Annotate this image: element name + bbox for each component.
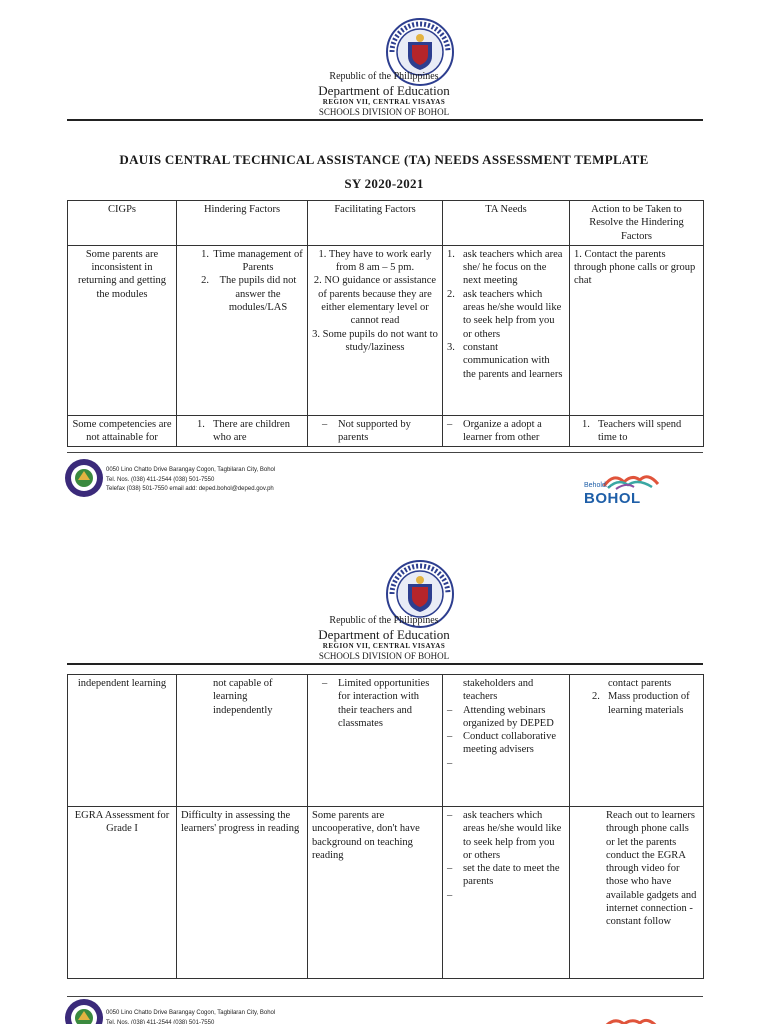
hindering-cell: Difficulty in assessing the learners' progress in reading (177, 807, 308, 979)
facilitating-cell: Some parents are uncooperative, don't have background on teaching reading (308, 807, 443, 979)
list-number: 1. (447, 248, 455, 260)
department-label: Department of Education (318, 83, 450, 98)
ta-needs-cell (443, 415, 570, 447)
list-text: Teachers will spend time to (598, 418, 682, 444)
column-header: TA Needs (443, 201, 570, 246)
hindering-cell (177, 415, 308, 447)
footer-address: 0050 Lino Chatto Drive Barangay Cogon, Tagbilaran City, Bohol (106, 467, 276, 473)
division-logo-icon (64, 998, 104, 1024)
list-dash: – (322, 678, 328, 689)
cigp-cell: EGRA Assessment for Grade I (68, 807, 177, 979)
action-cell: 1. Contact the parents through phone calls or group chat (570, 245, 704, 415)
ta-needs-table-page1 (67, 200, 704, 447)
list-number: 1. (197, 418, 205, 430)
republic-label: Republic of the Philippines (329, 615, 439, 626)
table-row (68, 415, 704, 447)
table-row (68, 245, 704, 415)
ta-needs-table-page2 (67, 674, 704, 979)
list-text: 2. NO guidance or assistance of parents because they are either elementary level or cannot read (313, 275, 437, 327)
footer-contact (106, 1009, 275, 1024)
facilitating-cell (308, 415, 443, 447)
ta-needs-cell (443, 807, 570, 979)
column-header: Action to be Taken to Resolve the Hindering Factors (570, 201, 704, 246)
column-header: Hindering Factors (177, 201, 308, 246)
list-text: There are children who are (213, 418, 290, 444)
cigp-cell: Some competencies are not attainable for (68, 415, 177, 447)
list-number: 1. (582, 418, 590, 430)
region-label: REGION VII, CENTRAL VISAYAS (322, 98, 446, 106)
behold-bohol-logo (582, 470, 662, 506)
action-cell (570, 415, 704, 447)
footer-tel: Tel. Nos. (038) 411-2544 (038) 501-7550 (106, 476, 215, 483)
footer-divider (67, 996, 703, 997)
list-dash: – (447, 731, 453, 743)
list-text: 3. Some pupils do not want to study/laziness (312, 328, 438, 353)
list-text: Not supported by parents (338, 418, 411, 444)
list-text: The pupils did not answer the modules/LAS (219, 275, 297, 314)
list-text (463, 889, 565, 902)
document-page-2 (0, 558, 768, 1024)
list-text: ask teachers which areas he/she would like to seek help from you or others (463, 288, 562, 340)
bohol-text: BOHOL (584, 490, 641, 507)
region-label: REGION VII, CENTRAL VISAYAS (322, 642, 446, 650)
ta-needs-cell (443, 245, 570, 415)
list-text: Mass production of learning materials (608, 691, 690, 716)
document-title: DAUIS CENTRAL TECHNICAL ASSISTANCE (TA) NEEDS ASSESSMENT TEMPLATE (119, 152, 649, 167)
list-text: set the date to meet the parents (463, 863, 560, 888)
table-row (68, 675, 704, 807)
list-dash: – (447, 704, 453, 716)
footer-address: 0050 Lino Chatto Drive Barangay Cogon, Tagbilaran City, Bohol (106, 1010, 276, 1016)
hindering-cell (177, 245, 308, 415)
table-row (68, 807, 704, 979)
list-number: 2. (447, 288, 455, 300)
list-dash: – (447, 418, 453, 430)
footer-telefax: Telefax (038) 501-7550 email add: deped.bohol@deped.gov.ph (106, 486, 274, 492)
hindering-cell (177, 675, 308, 807)
list-number (592, 677, 608, 690)
cigp-cell: independent learning (68, 675, 177, 807)
list-text: Time management of Parents (213, 248, 303, 274)
list-dash: – (322, 418, 328, 430)
republic-label: Republic of the Philippines (329, 71, 439, 82)
column-header: Facilitating Factors (308, 201, 443, 246)
division-label: SCHOOLS DIVISION OF BOHOL (318, 651, 450, 661)
division-label: SCHOOLS DIVISION OF BOHOL (318, 107, 450, 117)
header-divider (67, 663, 703, 665)
footer-contact (106, 466, 275, 495)
list-text: constant communication with the parents and learners (463, 341, 563, 380)
school-year: SY 2020-2021 (344, 176, 424, 191)
list-text: not capable of learning independently (213, 678, 273, 716)
list-text: 1. They have to work early from 8 am – 5 pm. (318, 248, 432, 274)
list-dash: – (447, 863, 453, 875)
department-label: Department of Education (318, 627, 450, 642)
list-text: contact parents (608, 678, 672, 689)
list-number: 2. (201, 275, 209, 287)
ta-needs-cell (443, 675, 570, 807)
list-text: Reach out to learners through phone calls or let the parents conduct the EGRA through video for those who have available gadgets and internet connection -constant follow (606, 810, 697, 928)
header-divider (67, 119, 703, 121)
table-header-row (68, 201, 704, 246)
column-header: CIGPs (68, 201, 177, 246)
list-number: 1. (201, 248, 209, 260)
division-logo-icon (64, 458, 104, 498)
behold-text: Behold... (584, 482, 612, 489)
list-text: Attending webinars organized by DEPED (463, 704, 554, 729)
facilitating-cell (308, 675, 443, 807)
list-dash: – (447, 889, 453, 901)
list-text: stakeholders and teachers (463, 678, 534, 703)
action-cell (570, 675, 704, 807)
list-text: Organize a adopt a learner from other (463, 418, 542, 444)
facilitating-cell (308, 245, 443, 415)
list-text (463, 757, 565, 770)
action-cell (570, 807, 704, 979)
list-text: ask teachers which areas he/she would like to seek help from you or others (463, 810, 562, 861)
list-dash: – (447, 810, 453, 821)
list-text: Limited opportunities for interaction with their teachers and classmates (338, 678, 430, 729)
list-dash: – (447, 757, 453, 769)
footer-divider (67, 452, 703, 453)
list-number: 2. (592, 691, 600, 703)
footer-tel: Tel. Nos. (038) 411-2544 (038) 501-7550 (106, 1019, 215, 1024)
behold-bohol-hills-icon (584, 1014, 664, 1024)
list-text: ask teachers which area she/ he focus on the next meeting (463, 248, 563, 287)
list-number: 3. (447, 341, 455, 353)
cigp-cell: Some parents are inconsistent in returning and getting the modules (68, 245, 177, 415)
list-dash (447, 677, 463, 704)
list-text: Conduct collaborative meeting advisers (463, 731, 557, 756)
